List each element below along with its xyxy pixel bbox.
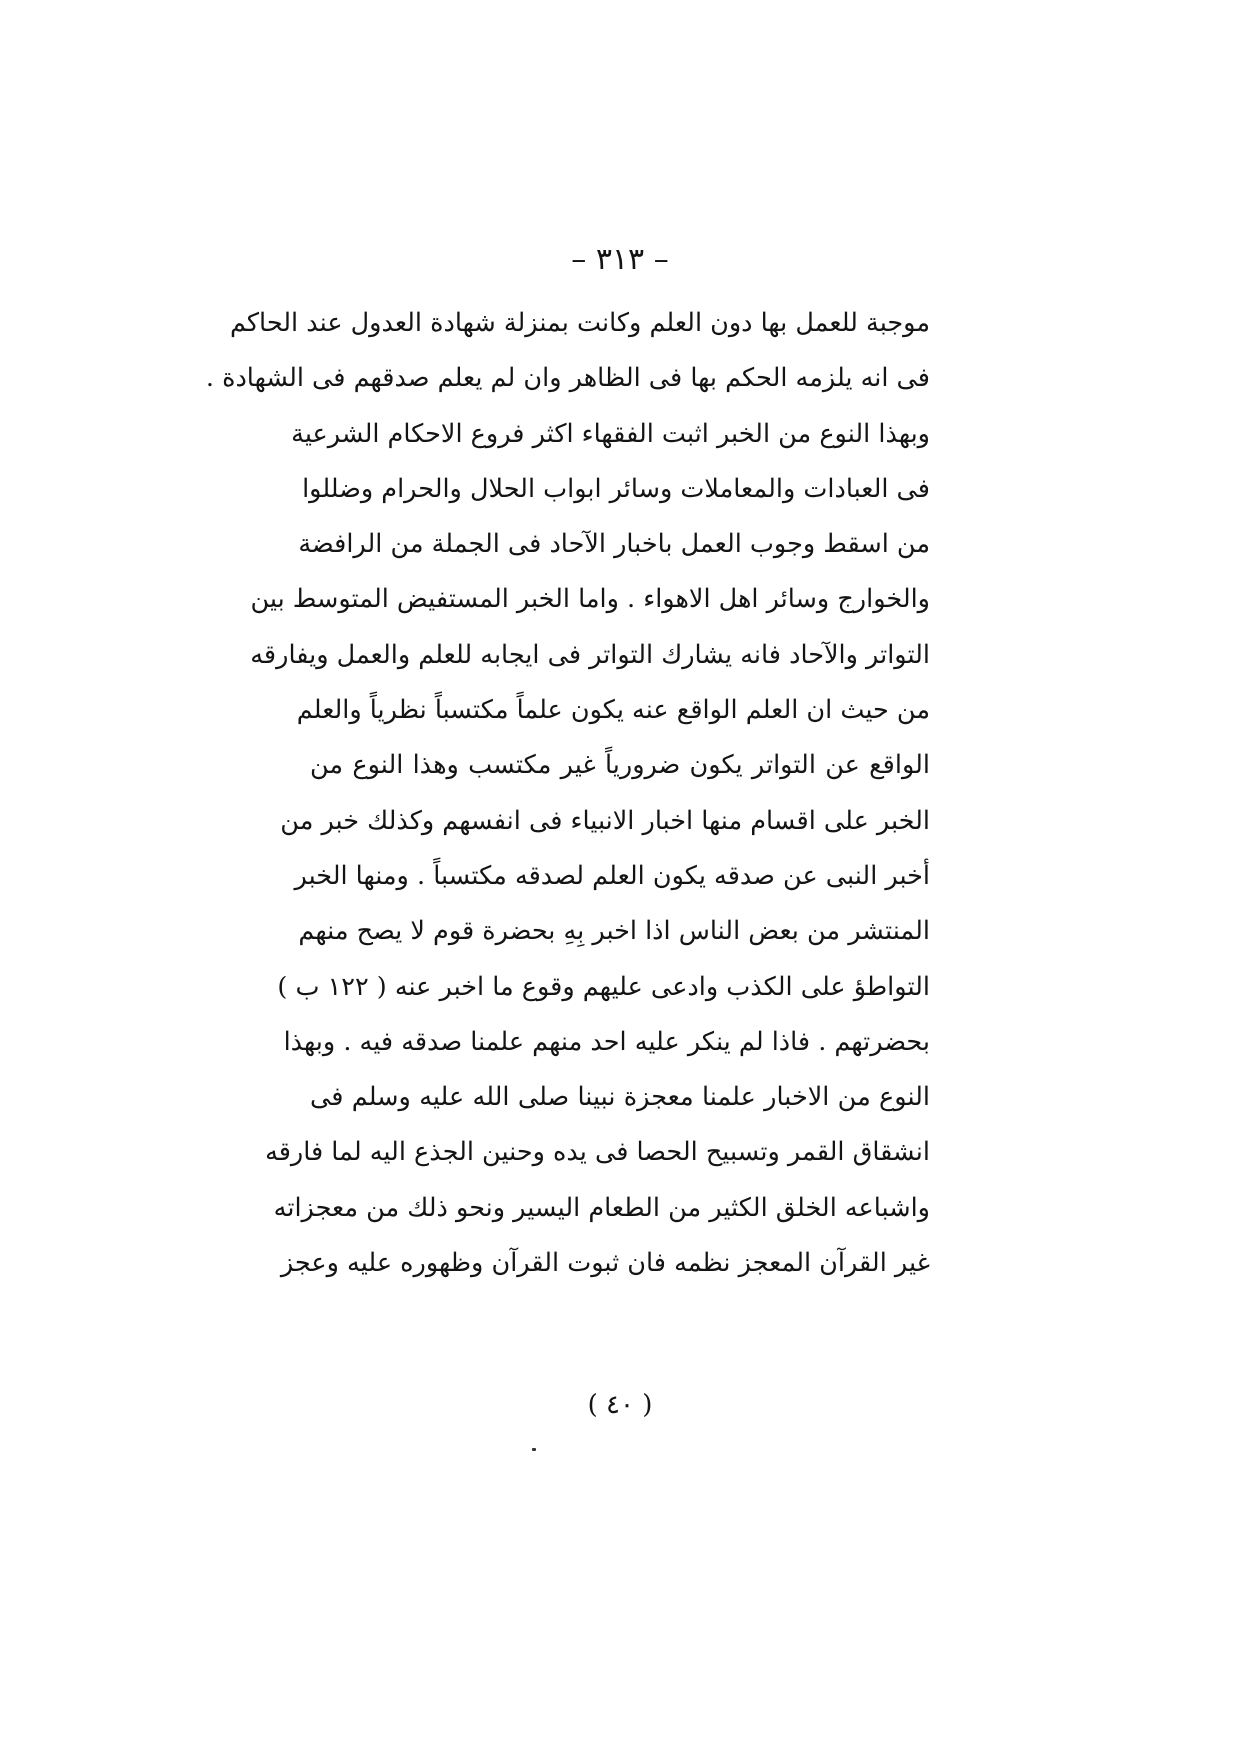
text-line: واشباعه الخلق الكثير من الطعام اليسير ونحو ذلك من معجزاته [273, 1192, 930, 1223]
text-line: من اسقط وجوب العمل باخبار الآحاد فى الجملة من الرافضة [298, 529, 930, 560]
page-number: – ٣١٣ – [571, 242, 669, 277]
text-line: وبهذا النوع من الخبر اثبت الفقهاء اكثر فروع الاحكام الشرعية [291, 418, 930, 449]
text-line: فى انه يلزمه الحكم بها فى الظاهر وان لم يعلم صدقهم فى الشهادة . [205, 363, 930, 394]
text-line: التواتر والآحاد فانه يشارك التواتر فى ايجابه للعلم والعمل ويفارقه [250, 639, 930, 670]
text-line: غير القرآن المعجز نظمه فان ثبوت القرآن وظهوره عليه وعجز [280, 1248, 930, 1279]
text-line: النوع من الاخبار علمنا معجزة نبينا صلى الله عليه وسلم فى [310, 1082, 930, 1113]
text-line: من حيث ان العلم الواقع عنه يكون علماً مكتسباً نظرياً والعلم [296, 695, 930, 726]
text-line: الخبر على اقسام منها اخبار الانبياء فى انفسهم وكذلك خبر من [280, 805, 930, 836]
text-line: التواطؤ على الكذب وادعى عليهم وقوع ما اخبر عنه ( ١٢٢ ب ) [277, 971, 930, 1002]
text-line: والخوارج وسائر اهل الاهواء . واما الخبر المستفيض المتوسط بين [250, 584, 930, 615]
text-line: فى العبادات والمعاملات وسائر ابواب الحلال والحرام وضللوا [302, 473, 930, 504]
text-line: الواقع عن التواتر يكون ضرورياً غير مكتسب وهذا النوع من [310, 750, 930, 781]
text-line: انشقاق القمر وتسبيح الحصا فى يده وحنين الجذع اليه لما فارقه [265, 1137, 930, 1168]
text-line: موجبة للعمل بها دون العلم وكانت بمنزلة شهادة العدول عند الحاكم [229, 308, 930, 338]
body-text [205, 296, 930, 1291]
signature-mark: ( ٤٠ ) [587, 1390, 653, 1420]
ink-speck [532, 1448, 536, 1451]
text-line: المنتشر من بعض الناس اذا اخبر بِهِ بحضرة قوم لا يصح منهم [298, 916, 930, 947]
text-line: أخبر النبى عن صدقه يكون العلم لصدقه مكتسباً . ومنها الخبر [294, 860, 930, 891]
text-line: بحضرتهم . فاذا لم ينكر عليه احد منهم علمنا صدقه فيه . وبهذا [283, 1026, 930, 1057]
